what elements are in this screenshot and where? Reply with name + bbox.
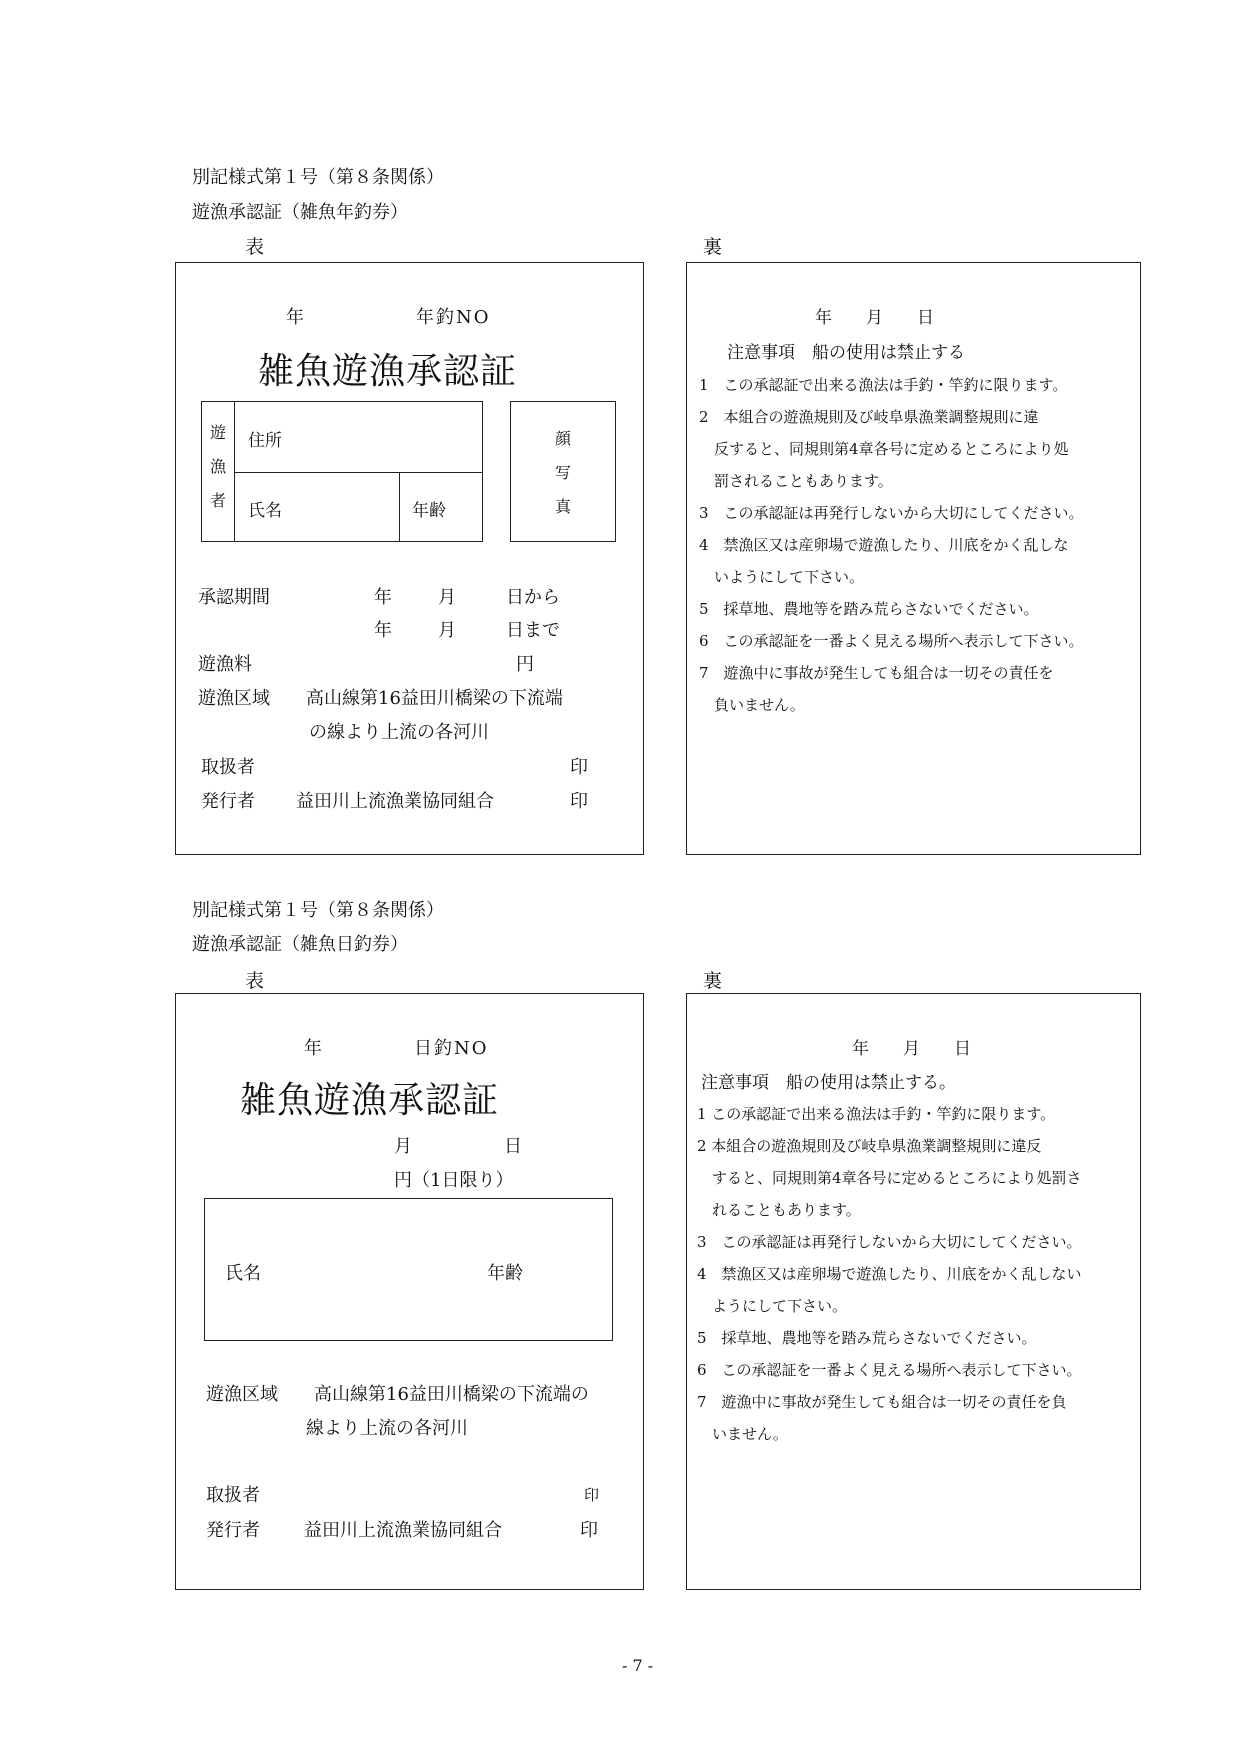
form2-handler-seal: 印	[584, 1486, 600, 1504]
form2-header-line1: 別記様式第１号（第８条関係）	[192, 900, 444, 921]
form2-issuer-label: 発行者	[206, 1520, 260, 1541]
form1-back-label: 裏	[703, 236, 723, 258]
form2-area-line1: 高山線第16益田川橋梁の下流端の	[314, 1384, 589, 1405]
form2-note-line: 4 禁漁区又は産卵場で遊漁したり、川底をかく乱しない	[697, 1265, 1082, 1283]
form1-note-line: 5 採草地、農地等を踏み荒らさないでください。	[699, 600, 1039, 618]
form2-issuer-name: 益田川上流漁業協同組合	[304, 1520, 502, 1541]
form1-front-label: 表	[245, 236, 265, 258]
form2-back-date: 年 月 日	[852, 1039, 971, 1059]
form1-header-line1: 別記様式第１号（第８条関係）	[192, 167, 444, 188]
form1-front-card	[175, 262, 644, 855]
form1-photo-vertical-label: 顔 写 真	[554, 429, 571, 516]
form1-note-line: 2 本組合の遊漁規則及び岐阜県漁業調整規則に違	[699, 408, 1039, 426]
form1-handler-seal: 印	[570, 757, 588, 778]
form1-title: 雑魚遊漁承認証	[258, 351, 518, 392]
form1-area-line1: 高山線第16益田川橋梁の下流端	[306, 688, 563, 709]
form2-year: 年	[304, 1038, 322, 1059]
form1-address-label: 住所	[248, 431, 282, 451]
form2-note-line: いません。	[697, 1425, 788, 1443]
form1-fee-label: 遊漁料	[198, 654, 252, 675]
form2-area-label: 遊漁区域	[206, 1384, 278, 1405]
form2-notice-heading: 注意事項 船の使用は禁止する。	[701, 1073, 956, 1093]
form1-note-line: 罰されることもあります。	[699, 472, 893, 490]
form1-note-line: 負いません。	[699, 696, 805, 714]
form1-to-year: 年	[374, 620, 392, 641]
form1-area-label: 遊漁区域	[198, 688, 270, 709]
form1-period-label: 承認期間	[198, 587, 270, 608]
form2-header-line2: 遊漁承認証（雑魚日釣券）	[192, 934, 408, 955]
form1-to-day: 日まで	[506, 620, 560, 641]
form1-back-card	[686, 262, 1141, 855]
form1-issuer-label: 発行者	[201, 791, 255, 812]
form1-name-label: 氏名	[248, 501, 282, 521]
form2-note-line: 1 この承認証で出来る漁法は手釣・竿釣に限ります。	[697, 1105, 1056, 1123]
form1-note-line: 4 禁漁区又は産卵場で遊漁したり、川底をかく乱しな	[699, 536, 1069, 554]
form1-to-month: 月	[438, 620, 456, 641]
form2-back-card	[686, 993, 1141, 1590]
form1-note-line: 6 この承認証を一番よく見える場所へ表示して下さい。	[699, 632, 1084, 650]
form2-name-label: 氏名	[225, 1263, 261, 1284]
form2-name-box	[204, 1198, 613, 1341]
form2-notes-list	[697, 1098, 1082, 1450]
form1-from-year: 年	[374, 587, 392, 608]
form2-age-label: 年齢	[487, 1263, 523, 1284]
form2-note-line: ようにして下さい。	[697, 1297, 848, 1315]
form2-note-line: 3 この承認証は再発行しないから大切にしてください。	[697, 1233, 1082, 1251]
form2-front-card	[175, 993, 644, 1590]
form1-photo-box	[510, 401, 616, 542]
form2-note-line: 2 本組合の遊漁規則及び岐阜県漁業調整規則に違反	[697, 1137, 1042, 1155]
form1-back-date: 年 月 日	[815, 308, 934, 328]
form2-note-line: 5 採草地、農地等を踏み荒らさないでください。	[697, 1329, 1037, 1347]
form1-ticket-no: 年釣NO	[416, 307, 491, 328]
form1-angler-table	[201, 401, 483, 542]
form2-front-label: 表	[245, 970, 265, 992]
form1-notice-heading: 注意事項 船の使用は禁止する	[727, 343, 965, 363]
form2-back-label: 裏	[703, 970, 723, 992]
form2-note-line: 6 この承認証を一番よく見える場所へ表示して下さい。	[697, 1361, 1082, 1379]
form1-note-line: いようにして下さい。	[699, 568, 865, 586]
form2-month: 月	[394, 1136, 412, 1157]
form1-fee-unit: 円	[516, 654, 534, 675]
form2-note-line: れることもあります。	[697, 1201, 861, 1219]
form1-note-line: 反すると、同規則第4章各号に定めるところにより処	[699, 440, 1069, 458]
form1-area-line2: の線より上流の各河川	[309, 722, 489, 743]
form1-issuer-seal: 印	[570, 791, 588, 812]
form1-angler-vertical-label: 遊 漁 者	[209, 423, 226, 510]
form2-day: 日	[504, 1136, 522, 1157]
form1-note-line: 1 この承認証で出来る漁法は手釣・竿釣に限ります。	[699, 376, 1068, 394]
form1-issuer-name: 益田川上流漁業協同組合	[296, 791, 494, 812]
page-number: - 7 -	[622, 1656, 654, 1675]
form2-handler-label: 取扱者	[206, 1485, 260, 1506]
form1-note-line: 7 遊漁中に事故が発生しても組合は一切その責任を	[699, 664, 1054, 682]
form2-note-line: すると、同規則第4章各号に定めるところにより処罰さ	[697, 1169, 1082, 1187]
form1-handler-label: 取扱者	[201, 757, 255, 778]
form2-note-line: 7 遊漁中に事故が発生しても組合は一切その責任を負	[697, 1393, 1067, 1411]
form2-ticket-no: 日釣NO	[414, 1038, 489, 1059]
form1-header-line2: 遊漁承認証（雑魚年釣券）	[192, 202, 408, 223]
form1-from-month: 月	[438, 587, 456, 608]
form2-title: 雑魚遊漁承認証	[240, 1080, 500, 1121]
form1-age-label: 年齢	[412, 501, 446, 521]
form1-from-day: 日から	[506, 587, 560, 608]
form1-notes-list	[699, 369, 1084, 721]
form2-area-line2: 線より上流の各河川	[306, 1418, 468, 1439]
form2-fee: 円（1日限り）	[394, 1170, 514, 1191]
form1-year: 年	[286, 307, 304, 328]
form1-note-line: 3 この承認証は再発行しないから大切にしてください。	[699, 504, 1084, 522]
form2-issuer-seal: 印	[580, 1520, 598, 1541]
